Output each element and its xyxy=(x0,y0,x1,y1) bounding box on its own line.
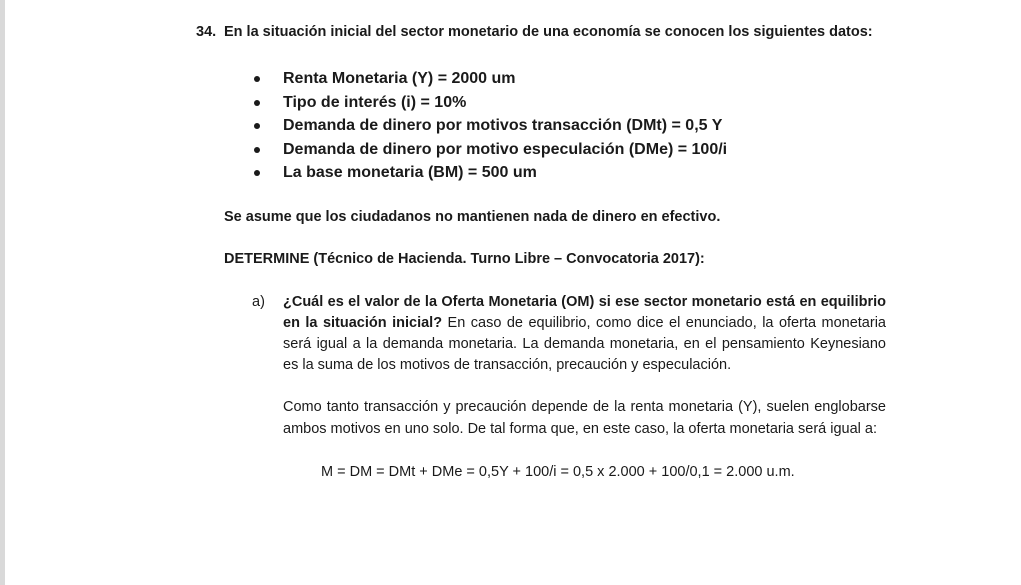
list-item-text: Tipo de interés (i) = 10% xyxy=(283,93,467,111)
list-item-text: Demanda de dinero por motivo especulación (DMe) = 100/i xyxy=(283,140,728,158)
document-page xyxy=(196,22,886,483)
bullet-icon xyxy=(254,100,260,106)
money-supply-formula: M = DM = DMt + DMe = 0,5Y + 100/i = 0,5 x 2.000 + 100/0,1 = 2.000 u.m. xyxy=(321,463,795,480)
data-list xyxy=(196,67,886,185)
part-a-question: ¿Cuál es el valor de la Oferta Monetaria (OM) si ese sector monetario está en equilibrio en la situación inicial? xyxy=(283,293,886,331)
part-a-marker: a) xyxy=(252,293,265,310)
bullet-icon xyxy=(254,147,260,153)
question-intro: En la situación inicial del sector monetario de una economía se conocen los siguientes datos: xyxy=(224,24,873,40)
determine-heading: DETERMINE (Técnico de Hacienda. Turno Libre – Convocatoria 2017): xyxy=(224,250,705,267)
part-a-answer: En caso de equilibrio, como dice el enunciado, la oferta monetaria será igual a la demanda monetaria. La demanda monetaria, en el pensamiento Keynesiano es la suma de los motivos de transacción, precaución y especulación. xyxy=(283,314,886,374)
list-item-text: Renta Monetaria (Y) = 2000 um xyxy=(283,70,516,87)
assumption-text: Se asume que los ciudadanos no mantienen nada de dinero en efectivo. xyxy=(224,208,721,225)
list-item xyxy=(196,114,886,138)
list-item-text: Demanda de dinero por motivos transacción (DMt) = 0,5 Y xyxy=(283,117,723,134)
list-item xyxy=(196,161,886,185)
list-item-text: La base monetaria (BM) = 500 um xyxy=(283,164,537,181)
list-item xyxy=(196,138,886,162)
question-number: 34. xyxy=(196,24,217,40)
list-item xyxy=(196,91,886,115)
bullet-icon xyxy=(254,76,260,82)
question-heading xyxy=(196,22,886,43)
bullet-icon xyxy=(254,170,260,176)
part-a-follow-up: Como tanto transacción y precaución depende de la renta monetaria (Y), suelen englobarse ambos motivos en uno solo. De tal forma que, en este caso, la oferta monetaria será igual a: xyxy=(283,399,886,437)
bullet-icon xyxy=(254,123,260,129)
page-edge-divider xyxy=(0,0,5,585)
part-a xyxy=(252,292,886,377)
list-item xyxy=(196,67,886,91)
